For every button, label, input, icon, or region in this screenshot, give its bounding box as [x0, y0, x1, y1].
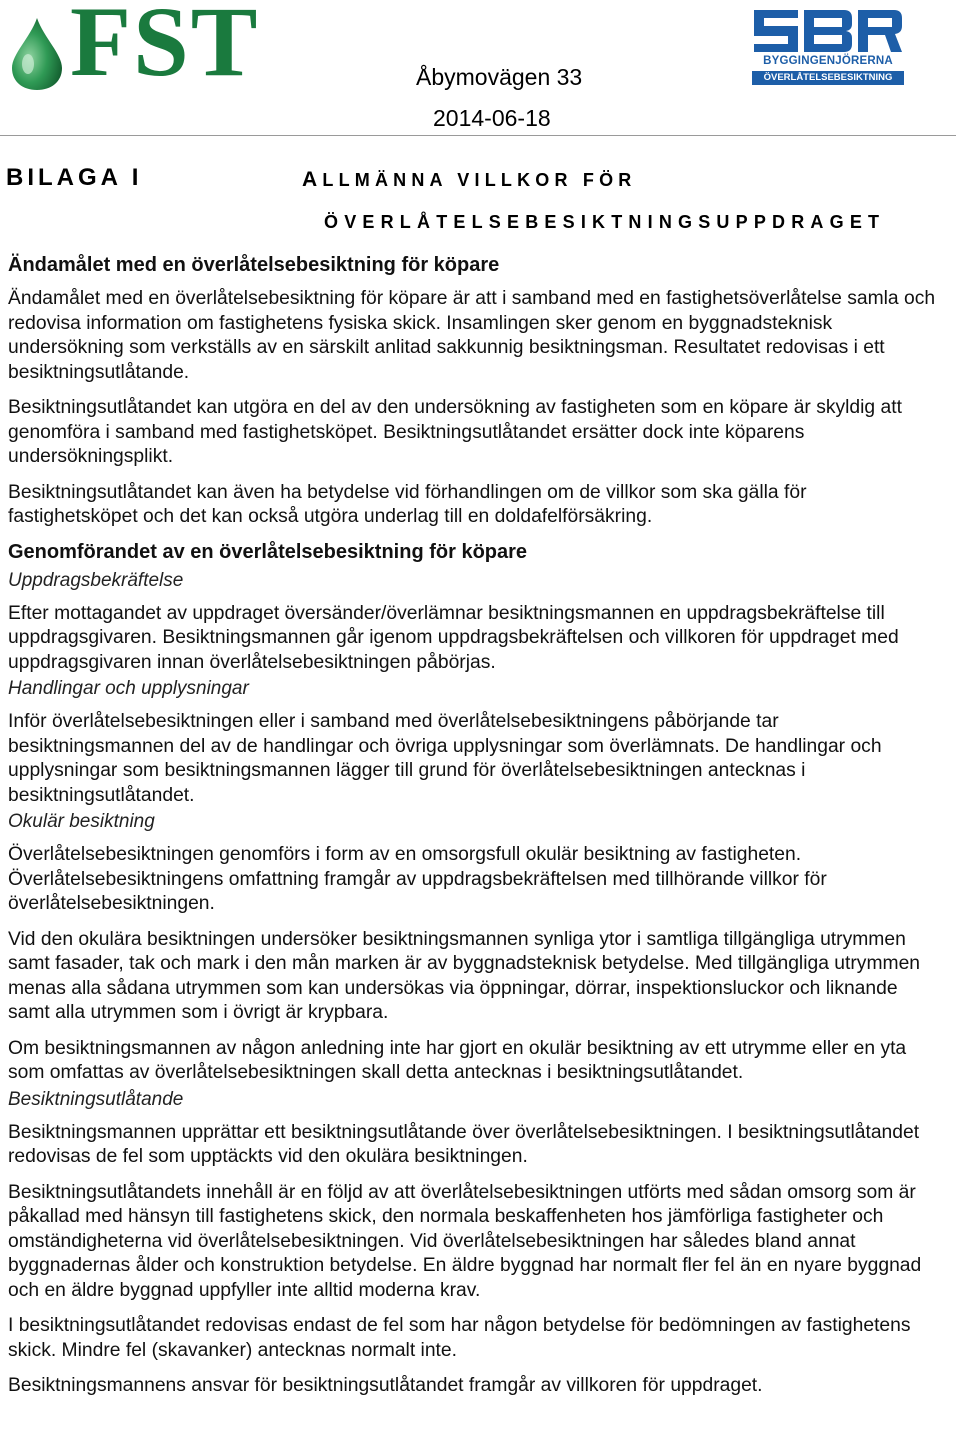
paragraph: Överlåtelsebesiktningen genomförs i form av en omsorgsfull okulär besiktning av fastigheten. Överlåtelsebesiktningens omfattning framgår av uppdragsbekräftelsen med tillhörande villkor för överlåtelsebesiktningen. [8, 844, 827, 914]
paragraph: Inför överlåtelsebesiktningen eller i samband med överlåtelsebesiktningens påbörjande tar besiktningsmannen del av de handlingar och övriga upplysningar som överlämnats. De handlingar och upplysningar som besiktningsmannen lägger till grund för överlåtelsebesiktningen antecknas i besiktningsutlåtandet. [8, 711, 882, 806]
document-body [8, 250, 938, 1399]
document-title-line2: ÖVERLÅTELSEBESIKTNINGSUPPDRAGET [324, 212, 886, 232]
page-header [0, 0, 960, 136]
paragraph: Besiktningsmannens ansvar för besiktningsutlåtandet framgår av villkoren för uppdraget. [8, 1375, 763, 1396]
paragraph: Besiktningsutlåtandets innehåll är en följd av att överlåtelsebesiktningen utförts med sådan omsorg som är påkallad med hänsyn till fastighetens skick, den normala beskaffenheten hos jämförliga fastigheter och omständigheterna vid överlåtelsebesiktningen. Vid överlåtelsebesiktningen har således bland annat byggnadernas ålder och konstruktion betydelse. En äldre byggnad har normalt fler fel än en nyare byggnad och en äldre byggnad uppfyller inte alltid moderna krav. [8, 1181, 922, 1301]
address: Åbymovägen 33 [416, 64, 583, 90]
paragraph: Vid den okulära besiktningen undersöker besiktningsmannen synliga ytor i samtliga tillgängliga utrymmen samt fasader, tak och mark i den mån marken är av byggnadsteknisk betydelse. Med tillgängliga utrymmen menas alla sådana utrymmen som kan undersökas via öppningar, dörrar, inspektionsluckor och liknande samt alla utrymmen som i övrigt är krypbara. [8, 928, 921, 1023]
sbr-logo-line2: ÖVERLÅTELSEBESIKTNING [752, 71, 904, 85]
header-divider [0, 135, 956, 136]
section-heading: Genomförandet av en överlåtelsebesiktning för köpare [8, 540, 528, 563]
sbr-logo-line1: BYGGINGENJÖRERNA [763, 55, 893, 67]
document-date: 2014-06-18 [433, 105, 551, 131]
paragraph: Besiktningsmannen upprättar ett besiktningsutlåtande över överlåtelsebesiktningen. I besiktningsutlåtandet redovisas de fel som upptäckts vid den okulära besiktningen. [8, 1121, 920, 1167]
paragraph: Besiktningsutlåtandet kan utgöra en del av den undersökning av fastigheten som en köpare är skyldig att genomföra i samband med fastighetsköpet. Besiktningsutlåtandet ersätter dock inte köparens undersökningsplikt. [8, 397, 902, 467]
document-title-line1 [302, 168, 636, 192]
subsection-heading: Okulär besiktning [8, 811, 155, 832]
water-drop-icon [8, 16, 66, 92]
fst-logo [4, 0, 274, 97]
title-line1-rest: LLMÄNNA VILLKOR FÖR [322, 170, 637, 190]
paragraph: I besiktningsutlåtandet redovisas endast de fel som har någon betydelse för bedömningen av fastighetens skick. Mindre fel (skavanker) antecknas normalt inte. [8, 1315, 911, 1361]
paragraph: Besiktningsutlåtandet kan även ha betydelse vid förhandlingen om de villkor som ska gälla för fastighetsköpet och det kan också utgöra underlag till en doldafelförsäkring. [8, 481, 807, 527]
title-initial: A [302, 168, 323, 191]
paragraph: Ändamålet med en överlåtelsebesiktning för köpare är att i samband med en fastighetsöverlåtelse samla och redovisa information om fastighetens fysiska skick. Insamlingen sker genom en byggnadsteknisk undersökning som verkställs av en särskilt anlitad sakkunnig besiktningsman. Resultatet redovisas i ett besiktningsutlåtande. [8, 288, 936, 383]
fst-logo-text: FST [70, 0, 260, 97]
subsection-heading: Besiktningsutlåtande [8, 1088, 184, 1110]
paragraph: Om besiktningsmannen av någon anledning inte har gjort en okulär besiktning av ett utrymme eller en yta som omfattas av överlåtelsebesiktningen skall detta antecknas i besiktningsutlåtandet. [8, 1037, 907, 1083]
appendix-label: BILAGA I [6, 164, 143, 191]
paragraph: Efter mottagandet av uppdraget översänder/överlämnar besiktningsmannen en uppdragsbekräftelse till uppdragsgivaren. Besiktningsmannen går igenom uppdragsbekräftelsen och villkoren för uppdraget med uppdragsgivaren innan överlåtelsebesiktningen påbörjas. [8, 602, 899, 673]
section-heading: Ändamålet med en överlåtelsebesiktning för köpare [8, 254, 500, 276]
subsection-heading: Uppdragsbekräftelse [8, 569, 184, 591]
subsection-heading: Handlingar och upplysningar [8, 678, 249, 699]
